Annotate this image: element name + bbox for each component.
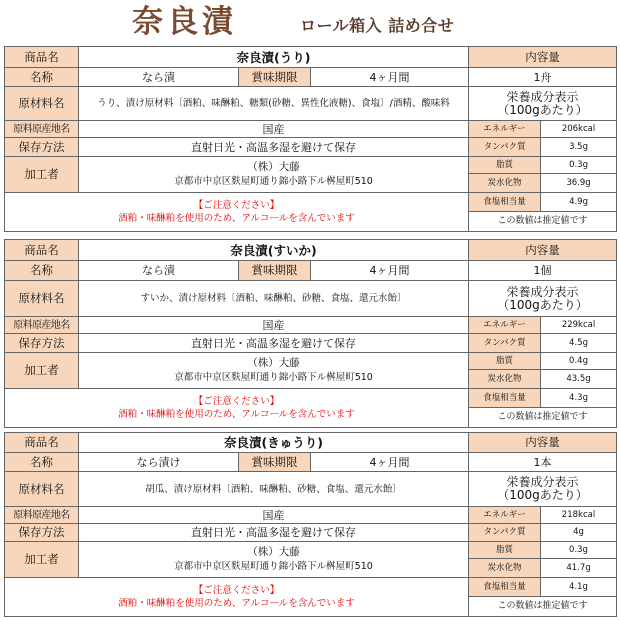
product-name-value: 奈良漬(うり) <box>79 47 469 68</box>
row-maker <box>5 542 617 559</box>
salt-value: 4.1g <box>541 578 617 597</box>
label-ingredients: 原材料名 <box>5 472 79 507</box>
label-name: 名称 <box>5 68 79 87</box>
label-ingredients: 原材料名 <box>5 281 79 317</box>
label-content: 内容量 <box>469 433 617 453</box>
nutrition-basis: （100gあたり） <box>497 297 588 312</box>
energy-value: 218kcal <box>541 507 617 524</box>
maker-value <box>79 353 469 389</box>
label-storage: 保存方法 <box>5 524 79 542</box>
row-ingredients <box>5 87 617 121</box>
label-energy: エネルギー <box>469 317 541 334</box>
row-ingredients <box>5 472 617 507</box>
label-energy: エネルギー <box>469 507 541 524</box>
row-caution <box>5 389 617 408</box>
nutrition-basis: （100gあたり） <box>497 488 588 502</box>
carb-value: 36.9g <box>541 174 617 193</box>
nutrition-header <box>469 281 617 317</box>
product-label-kyuri <box>4 432 617 617</box>
quantity-value: 1舟 <box>469 68 617 87</box>
caution-body: 酒粕・味醂粕を使用のため、アルコールを含んでいます <box>118 598 355 609</box>
label-carb: 炭水化物 <box>469 559 541 578</box>
maker-value <box>79 157 469 193</box>
caution-body: 酒粕・味醂粕を使用のため、アルコールを含んでいます <box>118 213 355 224</box>
label-best-before: 賞味期限 <box>239 453 311 472</box>
quantity-value: 1個 <box>469 261 617 281</box>
row-origin <box>5 121 617 138</box>
row-name <box>5 68 617 87</box>
label-energy: エネルギー <box>469 121 541 138</box>
label-protein: タンパク質 <box>469 138 541 157</box>
estimate-note: この数値は推定値です <box>469 408 617 428</box>
energy-value: 229kcal <box>541 317 617 334</box>
label-origin: 原料原産地名 <box>5 121 79 138</box>
header <box>0 0 620 44</box>
estimate-note: この数値は推定値です <box>469 597 617 617</box>
label-ingredients: 原材料名 <box>5 87 79 121</box>
caution-note <box>5 389 469 428</box>
row-storage <box>5 138 617 157</box>
origin-value: 国産 <box>79 121 469 138</box>
page-subtitle: ロール箱入 詰め合せ <box>300 16 455 35</box>
label-product-name: 商品名 <box>5 47 79 68</box>
label-maker: 加工者 <box>5 353 79 389</box>
label-storage: 保存方法 <box>5 138 79 157</box>
row-caution <box>5 193 617 212</box>
shelf-life-value: 4ヶ月間 <box>311 261 469 281</box>
label-salt: 食塩相当量 <box>469 389 541 408</box>
shelf-life-value: 4ヶ月間 <box>311 68 469 87</box>
row-product-name <box>5 47 617 68</box>
maker-value <box>79 542 469 578</box>
nutrition-title: 栄養成分表示 <box>506 475 579 489</box>
ingredients-value: 胡瓜、漬け原材料〔酒粕、味醂粕、砂糖、食塩、還元水飴〕 <box>79 472 469 507</box>
maker-name: （株）大藤 <box>247 161 300 173</box>
protein-value: 4g <box>541 524 617 542</box>
caution-title: 【ご注意ください】 <box>193 396 280 407</box>
row-maker <box>5 157 617 174</box>
label-content: 内容量 <box>469 240 617 261</box>
row-product-name <box>5 433 617 453</box>
fat-value: 0.4g <box>541 353 617 370</box>
maker-address: 京都市中京区麩屋町通り錦小路下ル桝屋町510 <box>174 176 373 187</box>
caution-note <box>5 578 469 617</box>
storage-value: 直射日光・高温多湿を避けて保存 <box>79 334 469 353</box>
name-value: なら漬 <box>79 68 239 87</box>
caution-note <box>5 193 469 232</box>
row-name <box>5 261 617 281</box>
label-protein: タンパク質 <box>469 334 541 353</box>
row-storage <box>5 334 617 353</box>
nutrition-header <box>469 472 617 507</box>
product-name-value: 奈良漬(すいか) <box>79 240 469 261</box>
label-fat: 脂質 <box>469 353 541 370</box>
label-best-before: 賞味期限 <box>239 68 311 87</box>
fat-value: 0.3g <box>541 157 617 174</box>
row-maker <box>5 353 617 370</box>
storage-value: 直射日光・高温多湿を避けて保存 <box>79 524 469 542</box>
nutrition-title: 栄養成分表示 <box>506 284 579 299</box>
label-content: 内容量 <box>469 47 617 68</box>
product-name-value: 奈良漬(きゅうり) <box>79 433 469 453</box>
label-carb: 炭水化物 <box>469 370 541 389</box>
energy-value: 206kcal <box>541 121 617 138</box>
label-fat: 脂質 <box>469 542 541 559</box>
row-origin <box>5 507 617 524</box>
name-value: なら漬 <box>79 261 239 281</box>
label-origin: 原料原産地名 <box>5 507 79 524</box>
row-caution <box>5 578 617 597</box>
label-best-before: 賞味期限 <box>239 261 311 281</box>
estimate-note: この数値は推定値です <box>469 212 617 232</box>
caution-body: 酒粕・味醂粕を使用のため、アルコールを含んでいます <box>118 409 355 420</box>
quantity-value: 1本 <box>469 453 617 472</box>
label-maker: 加工者 <box>5 542 79 578</box>
caution-title: 【ご注意ください】 <box>193 585 280 596</box>
maker-name: （株）大藤 <box>247 357 300 369</box>
label-origin: 原料原産地名 <box>5 317 79 334</box>
nutrition-basis: （100gあたり） <box>497 102 588 117</box>
label-product-name: 商品名 <box>5 240 79 261</box>
label-protein: タンパク質 <box>469 524 541 542</box>
maker-name: （株）大藤 <box>247 546 300 558</box>
label-carb: 炭水化物 <box>469 174 541 193</box>
name-value: なら漬け <box>79 453 239 472</box>
salt-value: 4.3g <box>541 389 617 408</box>
row-name <box>5 453 617 472</box>
storage-value: 直射日光・高温多湿を避けて保存 <box>79 138 469 157</box>
row-storage <box>5 524 617 542</box>
ingredients-value: うり、漬け原材料〔酒粕、味醂粕、糖類(砂糖、異性化液糖)、食塩〕/酒精、酸味料 <box>79 87 469 121</box>
product-label-suika <box>4 239 617 428</box>
nutrition-header <box>469 87 617 121</box>
ingredients-value: すいか、漬け原材料〔酒粕、味醂粕、砂糖、食塩、還元水飴〕 <box>79 281 469 317</box>
origin-value: 国産 <box>79 317 469 334</box>
shelf-life-value: 4ヶ月間 <box>311 453 469 472</box>
label-name: 名称 <box>5 453 79 472</box>
fat-value: 0.3g <box>541 542 617 559</box>
label-product-name: 商品名 <box>5 433 79 453</box>
page-title: 奈良漬 <box>132 4 237 40</box>
row-ingredients <box>5 281 617 317</box>
label-name: 名称 <box>5 261 79 281</box>
row-product-name <box>5 240 617 261</box>
carb-value: 43.5g <box>541 370 617 389</box>
protein-value: 4.5g <box>541 334 617 353</box>
salt-value: 4.9g <box>541 193 617 212</box>
caution-title: 【ご注意ください】 <box>193 200 280 211</box>
row-origin <box>5 317 617 334</box>
label-salt: 食塩相当量 <box>469 578 541 597</box>
origin-value: 国産 <box>79 507 469 524</box>
maker-address: 京都市中京区麩屋町通り錦小路下ル桝屋町510 <box>174 561 373 572</box>
nutrition-title: 栄養成分表示 <box>506 89 579 104</box>
carb-value: 41.7g <box>541 559 617 578</box>
maker-address: 京都市中京区麩屋町通り錦小路下ル桝屋町510 <box>174 372 373 383</box>
label-maker: 加工者 <box>5 157 79 193</box>
product-label-uri <box>4 46 617 232</box>
label-salt: 食塩相当量 <box>469 193 541 212</box>
protein-value: 3.5g <box>541 138 617 157</box>
label-fat: 脂質 <box>469 157 541 174</box>
label-storage: 保存方法 <box>5 334 79 353</box>
